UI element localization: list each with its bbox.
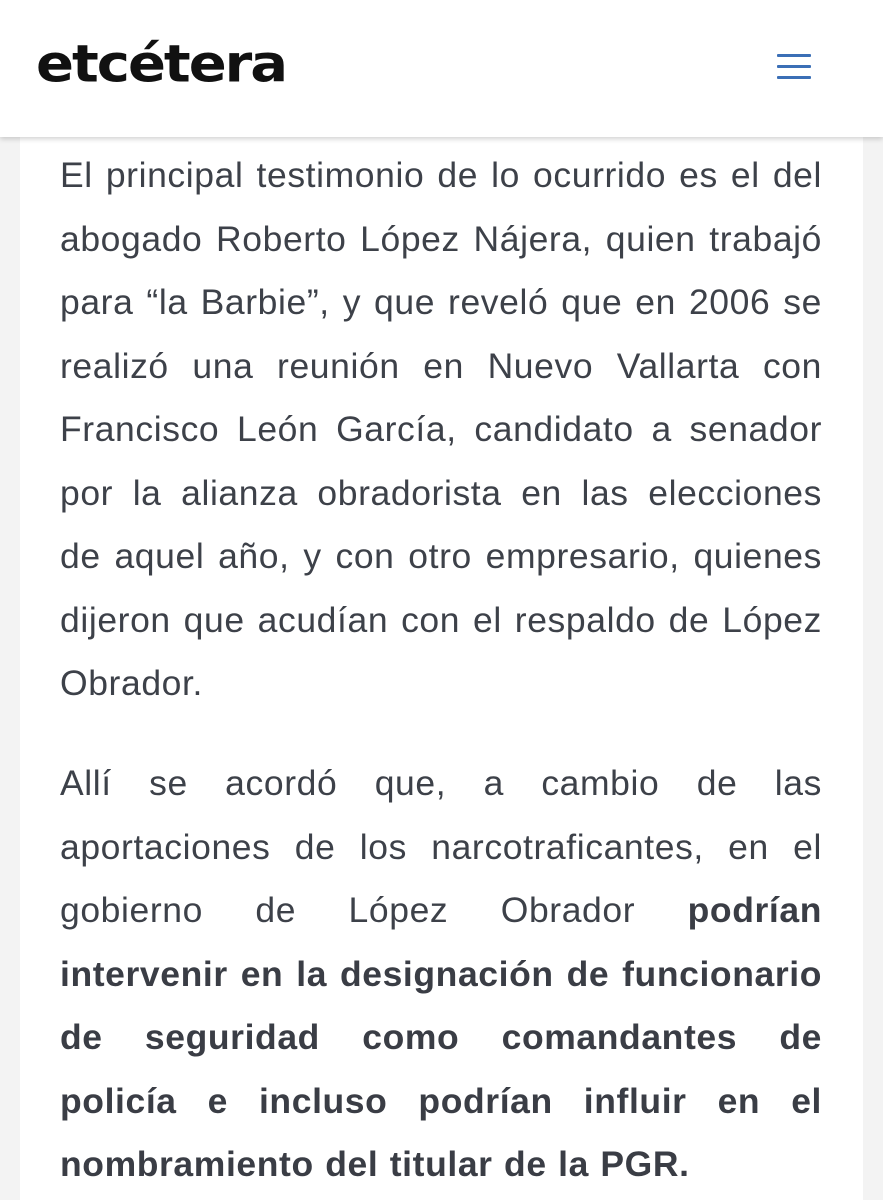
- menu-bar-bottom: [777, 76, 811, 79]
- paragraph-2-bold-text: podrían intervenir en la designación de funcionario de seguridad como comandantes de policía e incluso podrían influir en el nombramiento del titular de la PGR.: [60, 890, 822, 1184]
- menu-bar-middle: [777, 65, 811, 68]
- site-header: [0, 0, 883, 137]
- menu-bar-top: [777, 54, 811, 57]
- article-body: [20, 137, 863, 1200]
- menu-button[interactable]: [770, 46, 818, 90]
- paragraph-2-normal-text: Allí se acordó que, a cambio de las aportaciones de los narcotraficantes, en el gobierno de López Obrador: [60, 763, 822, 930]
- site-logo[interactable]: etcétera: [36, 34, 287, 95]
- article-paragraph-2: [60, 752, 822, 1197]
- article-paragraph-1: El principal testimonio de lo ocurrido es el del abogado Roberto López Nájera, quien trabajó para “la Barbie”, y que reveló que en 2006 se realizó una reunión en Nuevo Vallarta con Francisco León García, candidato a senador por la alianza obradorista en las elecciones de aquel año, y con otro empresario, quienes dijeron que acudían con el respaldo de López Obrador.: [60, 155, 822, 703]
